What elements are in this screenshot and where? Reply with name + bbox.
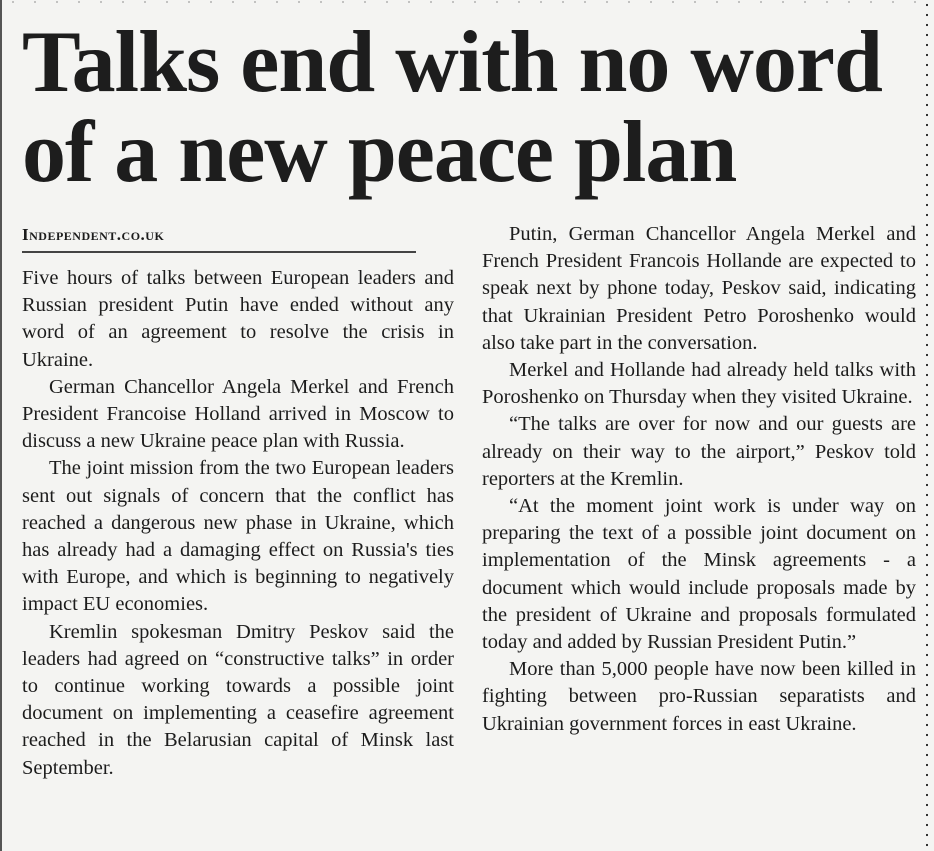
source-byline: Independent.co.uk — [22, 225, 416, 253]
paragraph: “The talks are over for now and our guests are already on their way to the airport,” Peskov told reporters at the Kremlin. — [482, 413, 916, 490]
article-headline: Talks end with no word of a new peace plan — [22, 14, 882, 201]
top-border — [2, 0, 934, 4]
paragraph: More than 5,000 people have now been killed in fighting between pro-Russian separatists and Ukrainian government forces in east Ukraine. — [482, 658, 916, 735]
paragraph: Kremlin spokesman Dmitry Peskov said the leaders had agreed on “constructive talks” in order to continue working towards a possible joint document on implementing a ceasefire agreement reached in the Belarusian capital of Minsk last September. — [22, 620, 454, 779]
paragraph: Merkel and Hollande had already held talks with Poroshenko on Thursday when they visited Ukraine. — [482, 359, 916, 409]
article-column-right — [482, 221, 916, 738]
paragraph: German Chancellor Angela Merkel and French President Francoise Holland arrived in Moscow to discuss a new Ukraine peace plan with Russia. — [22, 375, 454, 453]
paragraph: “At the moment joint work is under way on preparing the text of a possible joint document on implementation of the Minsk agreements - a document which would include proposals made by the president of Ukraine and proposals formulated today and added by Russian President Putin.” — [482, 495, 916, 654]
paragraph: Putin, German Chancellor Angela Merkel and French President Francois Hollande are expected to speak next by phone today, Peskov said, indicating that Ukrainian President Petro Poroshenko would also take part in the conversation. — [482, 223, 916, 354]
perforated-edge — [926, 0, 928, 851]
article-column-left — [22, 265, 454, 782]
paragraph: The joint mission from the two European leaders sent out signals of concern that the conflict has reached a dangerous new phase in Ukraine, which has already had a damaging effect on Russia's ties with Europe, and which is beginning to negatively impact EU economies. — [22, 457, 454, 616]
paragraph: Five hours of talks between European leaders and Russian president Putin have ended without any word of an agreement to resolve the crisis in Ukraine. — [22, 267, 454, 371]
